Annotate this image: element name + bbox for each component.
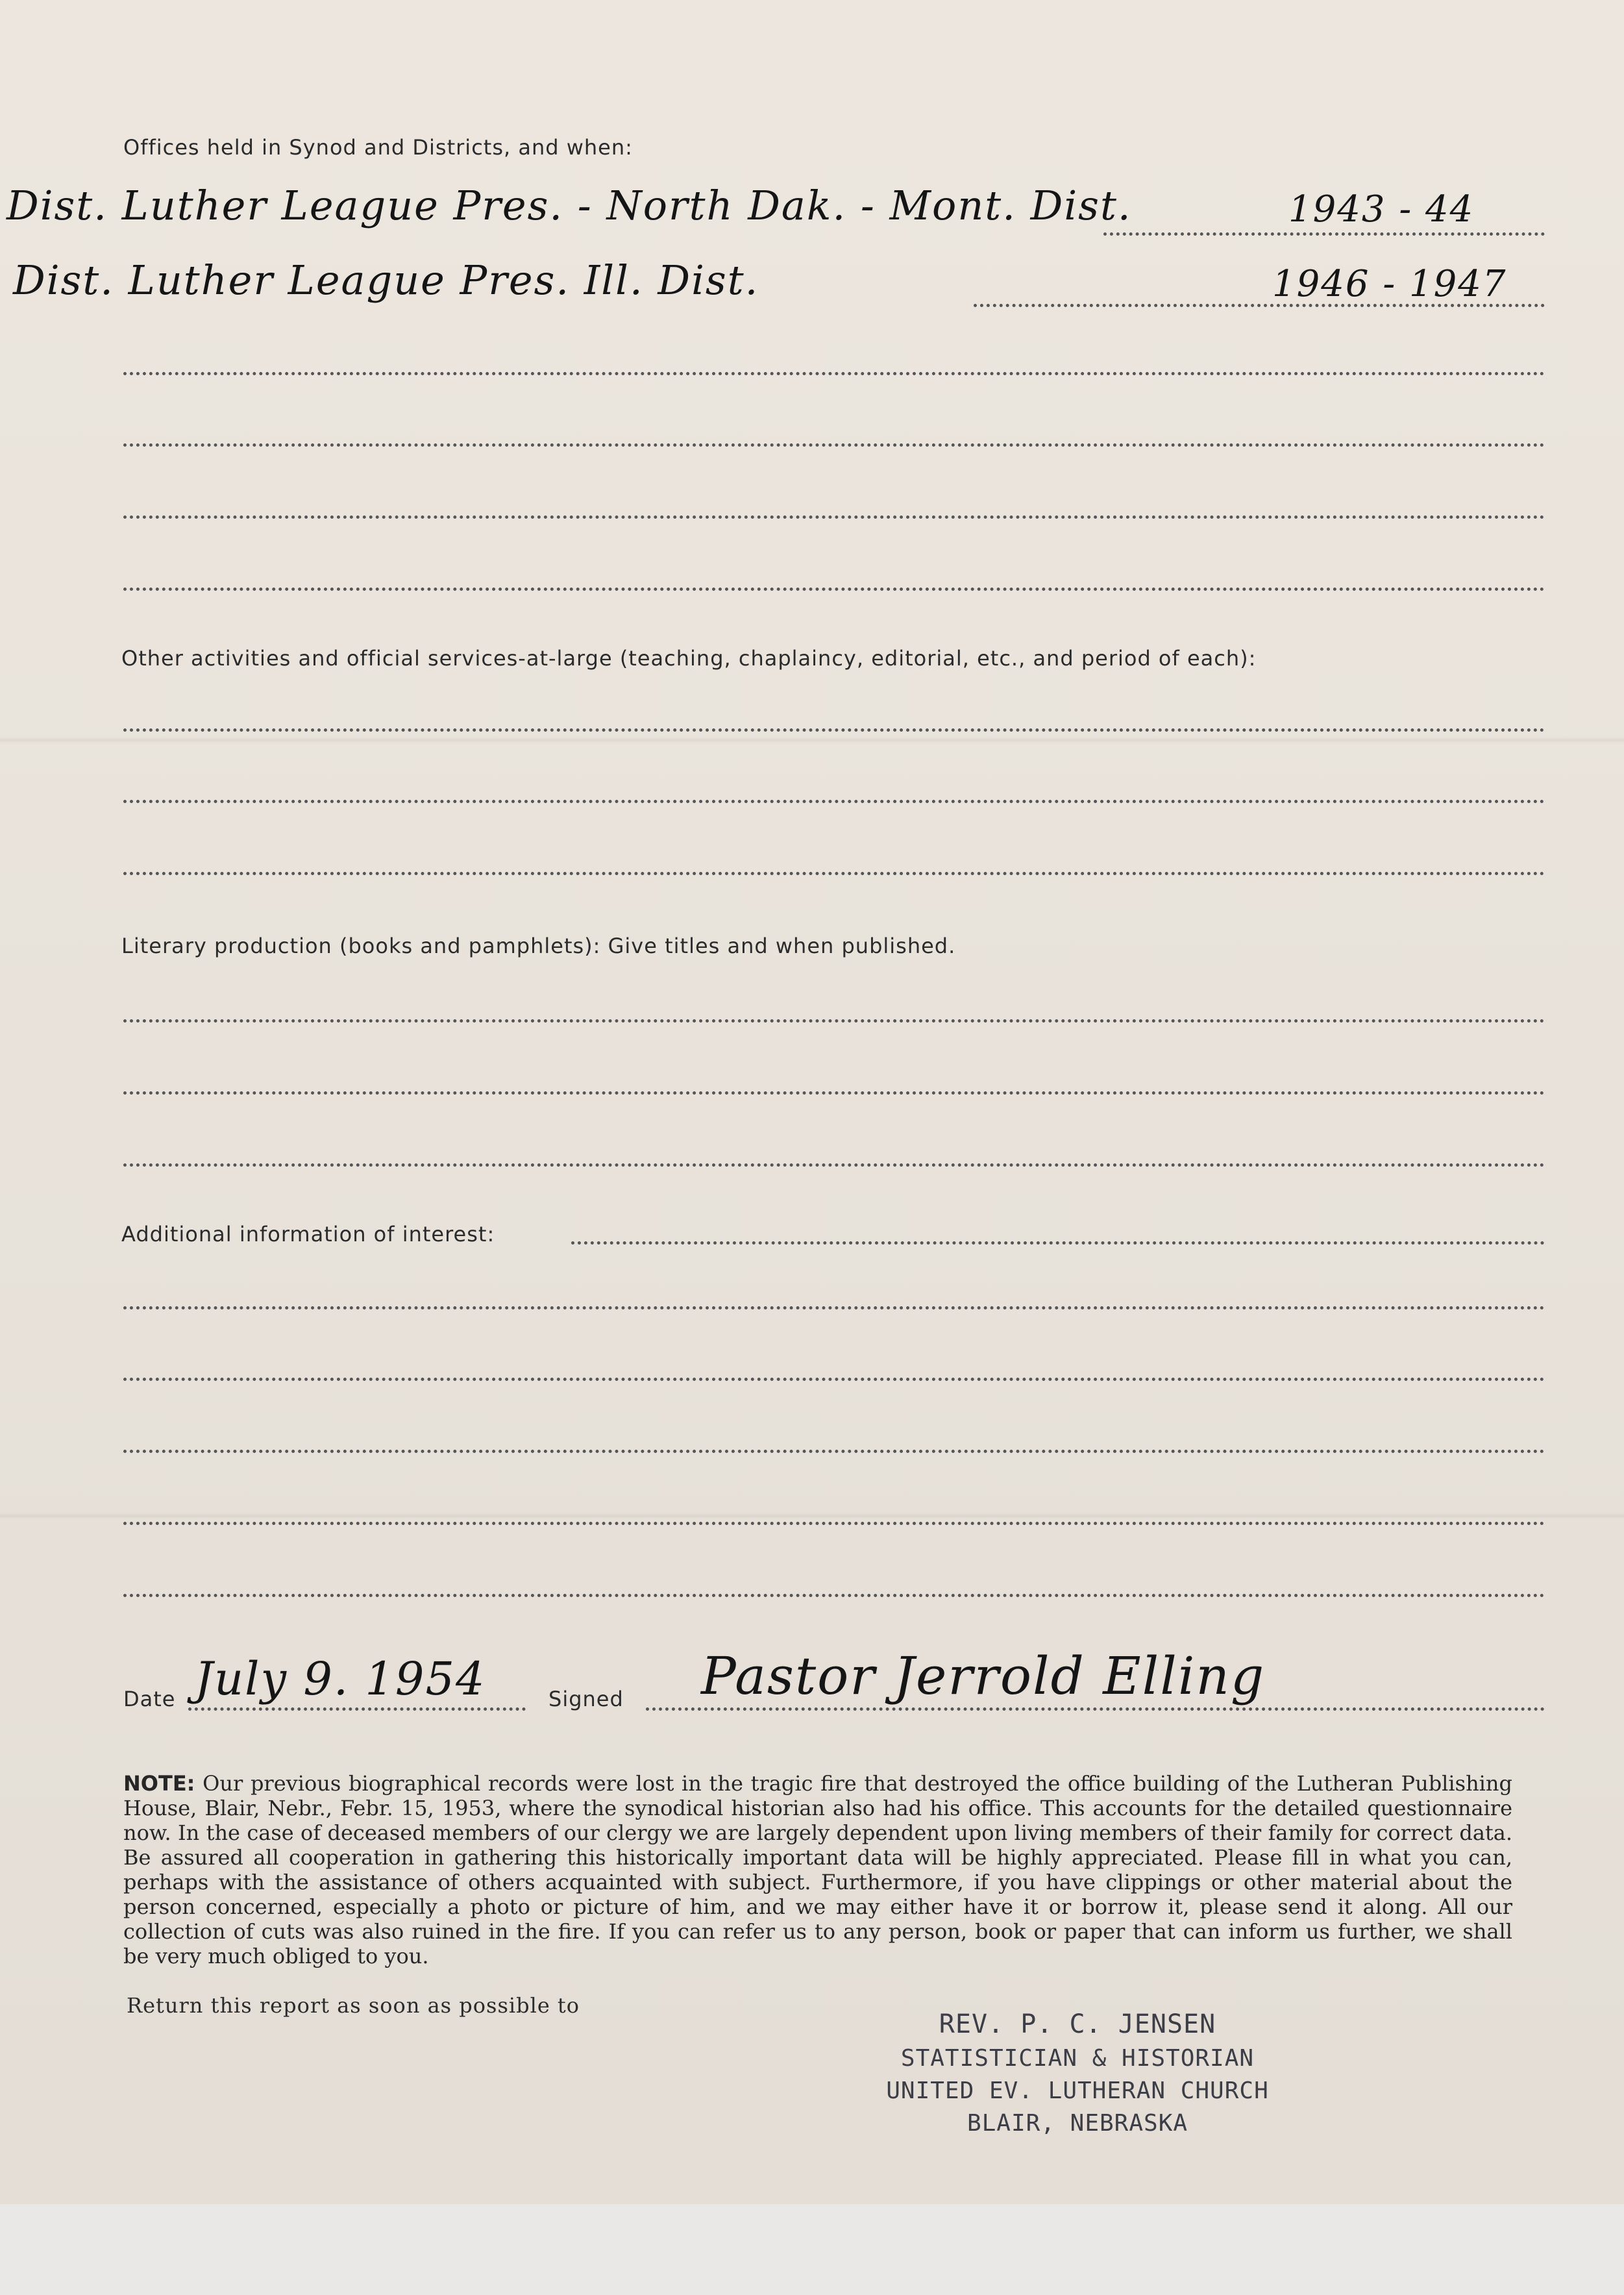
offices-line-5 — [123, 515, 1545, 519]
stamp-line-4: BLAIR, NEBRASKA — [966, 2110, 1188, 2137]
additional-info-line-5 — [123, 1594, 1545, 1597]
note-heading: NOTE: — [123, 1771, 195, 1796]
literary-line-3 — [123, 1163, 1545, 1167]
additional-info-line-2 — [123, 1378, 1545, 1381]
paper-fold — [0, 737, 1624, 743]
signed-label: Signed — [548, 1687, 624, 1711]
offices-line-1 — [1103, 232, 1545, 236]
additional-info-line-0 — [571, 1241, 1545, 1245]
note-body: Our previous biographical records were lost in the tragic fire that destroyed the office building of the Lutheran Publishing House, Blair, Nebr., Febr. 15, 1953, where the synodical historian also had his office. This accounts for the detailed questionnaire now. In the case of deceased members of our clergy we are largely dependent upon living members of their family for correct data. Be assured all cooperation in gathering this historically important data will be highly appreciated. Please fill in what you can, perhaps with the assistance of others acquainted with subject. Furthermore, if you have clippings or other material about the person concerned, especially a photo or picture of him, and we may either have it or borrow it, please send it along. All our collection of cuts was also ruined in the fire. If you can refer us to any person, book or paper that can inform us further, we shall be very much obliged to you. — [123, 1771, 1513, 1968]
offices-line-6 — [123, 588, 1545, 591]
note-paragraph — [123, 1771, 1512, 1968]
date-line — [188, 1707, 526, 1711]
literary-line-1 — [123, 1019, 1545, 1023]
additional-info-label: Additional information of interest: — [121, 1222, 495, 1247]
offices-line-4 — [123, 443, 1545, 447]
signature-line — [646, 1707, 1545, 1711]
literary-line-2 — [123, 1091, 1545, 1095]
other-activities-line-3 — [123, 872, 1545, 875]
offices-entry-1-years: 1943 - 44 — [1288, 188, 1475, 230]
date-value: July 9. 1954 — [195, 1652, 486, 1706]
date-label: Date — [123, 1687, 176, 1711]
additional-info-line-4 — [123, 1522, 1545, 1525]
other-activities-line-2 — [123, 800, 1545, 803]
stamp-line-1: REV. P. C. JENSEN — [939, 2009, 1216, 2039]
additional-info-line-1 — [123, 1306, 1545, 1309]
return-label: Return this report as soon as possible to — [127, 1993, 580, 2018]
other-activities-line-1 — [123, 728, 1545, 732]
signature-value: Pastor Jerrold Elling — [701, 1646, 1266, 1706]
offices-entry-2-years: 1946 - 1947 — [1272, 263, 1507, 305]
additional-info-line-3 — [123, 1450, 1545, 1453]
stamp-line-2: STATISTICIAN & HISTORIAN — [900, 2045, 1255, 2072]
offices-entry-2-office: Dist. Luther League Pres. Ill. Dist. — [13, 256, 759, 304]
stamp-line-3: UNITED EV. LUTHERAN CHURCH — [886, 2078, 1269, 2104]
offices-entry-1-office: Dist. Luther League Pres. - North Dak. - Mont. Dist. — [6, 182, 1132, 229]
offices-line-3 — [123, 372, 1545, 375]
offices-line-2 — [974, 304, 1545, 307]
literary-label: Literary production (books and pamphlets): Give titles and when published. — [121, 934, 956, 958]
offices-label: Offices held in Synod and Districts, and when: — [123, 135, 633, 160]
paper-fold — [0, 1513, 1624, 1519]
other-activities-label: Other activities and official services-at-large (teaching, chaplaincy, editorial, etc., and period of each): — [121, 646, 1257, 671]
